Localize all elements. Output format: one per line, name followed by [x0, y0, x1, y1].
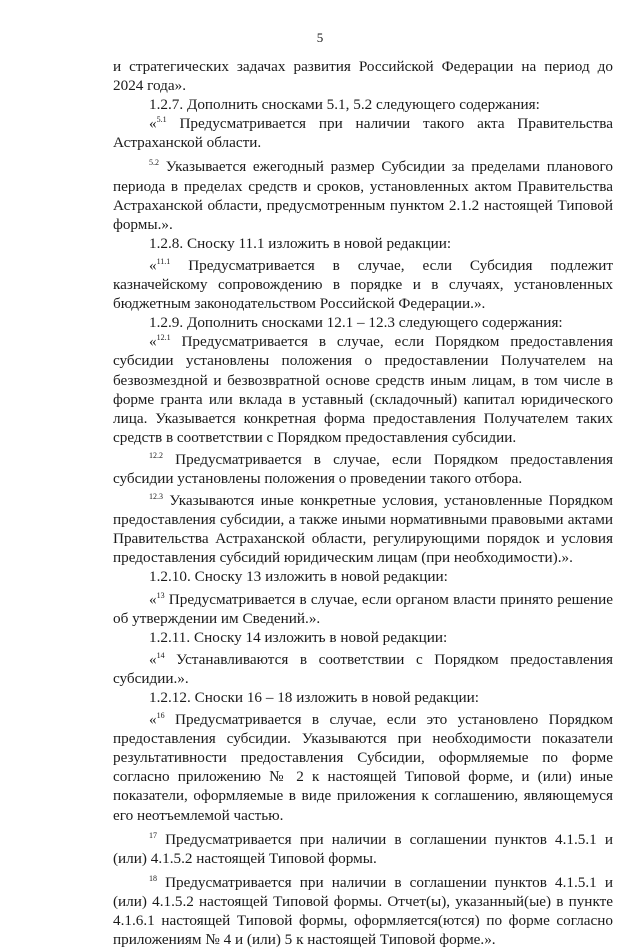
footnote-5-2 — [113, 157, 613, 233]
footnote-marker: 14 — [156, 650, 165, 660]
footnote-text: Предусматривается при наличии в соглашении пунктов 4.1.5.1 и (или) 4.1.5.2 настоящей Типовой формы. — [113, 830, 613, 867]
paragraph-continuation — [113, 57, 613, 95]
open-quote: « — [149, 333, 157, 351]
footnote-16 — [113, 710, 613, 825]
footnote-13 — [113, 590, 613, 628]
footnote-text: Предусматривается в случае, если Порядком предоставления субсидии установлены положения о предоставлении Получателем на безвозмездной и безвозвратной основе средств иным лицам, в том числе в форме гранта или вклада в уставный (складочный) капитал юридического лица. Указывается конкретная форма предоставления Получателем таких средств в соответствии с Порядком предоставления субсидии. — [113, 333, 613, 446]
footnote-text: Предусматривается в случае, если органом власти принято решение об утверждении им Сведений.». — [113, 590, 613, 627]
document-body — [113, 57, 613, 949]
footnote-text: Предусматривается при наличии в соглашении пунктов 4.1.5.1 и (или) 4.1.5.2 настоящей Типовой формы. Отчет(ы), указанный(ые) в пункте 4.1.6.1 настоящей Типовой формы, оформляется(ются) по форме согласно приложениям № 4 и (или) 5 к настоящей Типовой форме.». — [113, 873, 613, 949]
footnote-marker: 5.1 — [156, 115, 167, 125]
footnote-text: Предусматривается при наличии такого акта Правительства Астраханской области. — [113, 115, 613, 152]
paragraph-item-1-2-9 — [113, 313, 613, 332]
footnote-12-1 — [113, 332, 613, 447]
footnote-marker: 12.2 — [149, 450, 163, 460]
footnote-text: Устанавливаются в соответствии с Порядком предоставления субсидии.». — [113, 650, 613, 687]
footnote-marker: 16 — [156, 711, 165, 721]
footnote-marker: 13 — [156, 590, 165, 600]
footnote-text: Указываются иные конкретные условия, установленные Порядком предоставления субсидии, а также иными нормативными правовыми актами Правительства Астраханской области, регулирующими порядок и условия предоставления субсидий юридическим лицам (при необходимости).». — [113, 492, 613, 567]
footnote-marker: 11.1 — [156, 256, 171, 266]
open-quote: « — [149, 650, 157, 668]
paragraph-text: 1.2.8. Сноску 11.1 изложить в новой редакции: — [149, 234, 452, 252]
open-quote: « — [149, 115, 157, 133]
footnote-18 — [113, 873, 613, 949]
footnote-text: Указывается ежегодный размер Субсидии за пределами планового периода в пределах средств и сроков, установленных актом Правительства Астраханской области, предусмотренным пунктом 2.1.2 настоящей Типовой формы.». — [113, 158, 613, 233]
footnote-marker: 5.2 — [149, 158, 159, 168]
footnote-marker: 12.3 — [149, 492, 163, 502]
footnote-12-3 — [113, 491, 613, 567]
paragraph-text: 1.2.9. Дополнить сносками 12.1 – 12.3 следующего содержания: — [149, 314, 563, 332]
footnote-text: Предусматривается в случае, если Порядком предоставления субсидии установлены положения о проведении такого отбора. — [113, 450, 613, 487]
paragraph-text: 1.2.11. Сноску 14 изложить в новой редакции: — [149, 628, 448, 646]
paragraph-item-1-2-11 — [113, 628, 613, 647]
footnote-marker: 12.1 — [156, 333, 171, 343]
paragraph-text: 1.2.10. Сноску 13 изложить в новой редакции: — [149, 568, 448, 586]
open-quote: « — [149, 590, 157, 608]
paragraph-item-1-2-8 — [113, 234, 613, 253]
paragraph-text: 1.2.12. Сноски 16 – 18 изложить в новой редакции: — [149, 689, 479, 706]
footnote-17 — [113, 830, 613, 868]
footnote-marker: 18 — [149, 873, 157, 883]
paragraph-item-1-2-12 — [113, 688, 613, 707]
footnote-text: Предусматривается в случае, если это установлено Порядком предоставления субсидии. Указываются при необходимости показатели результативности предоставления Субсидии, оформляемые по форме согласно приложению № 2 к настоящей Типовой форме, и (или) иные показатели, оформляемые в виде приложения к соглашению, являющемуся его неотъемлемой частью. — [113, 711, 613, 824]
paragraph-text: и стратегических задачах развития Российской Федерации на период до 2024 года». — [113, 58, 613, 95]
page-number: 5 — [316, 30, 324, 45]
footnote-marker: 17 — [149, 830, 157, 840]
open-quote: « — [149, 711, 157, 729]
footnote-12-2 — [113, 450, 613, 488]
open-quote: « — [149, 256, 157, 274]
footnote-14 — [113, 650, 613, 688]
paragraph-item-1-2-10 — [113, 567, 613, 586]
footnote-text: Предусматривается в случае, если Субсидия подлежит казначейскому сопровождению в порядке и в случаях, установленных бюджетным законодательством Российской Федерации.». — [113, 256, 613, 313]
paragraph-item-1-2-7 — [113, 95, 613, 114]
footnote-11-1 — [113, 256, 613, 313]
footnote-5-1 — [113, 114, 613, 152]
paragraph-text: 1.2.7. Дополнить сносками 5.1, 5.2 следующего содержания: — [149, 96, 540, 114]
